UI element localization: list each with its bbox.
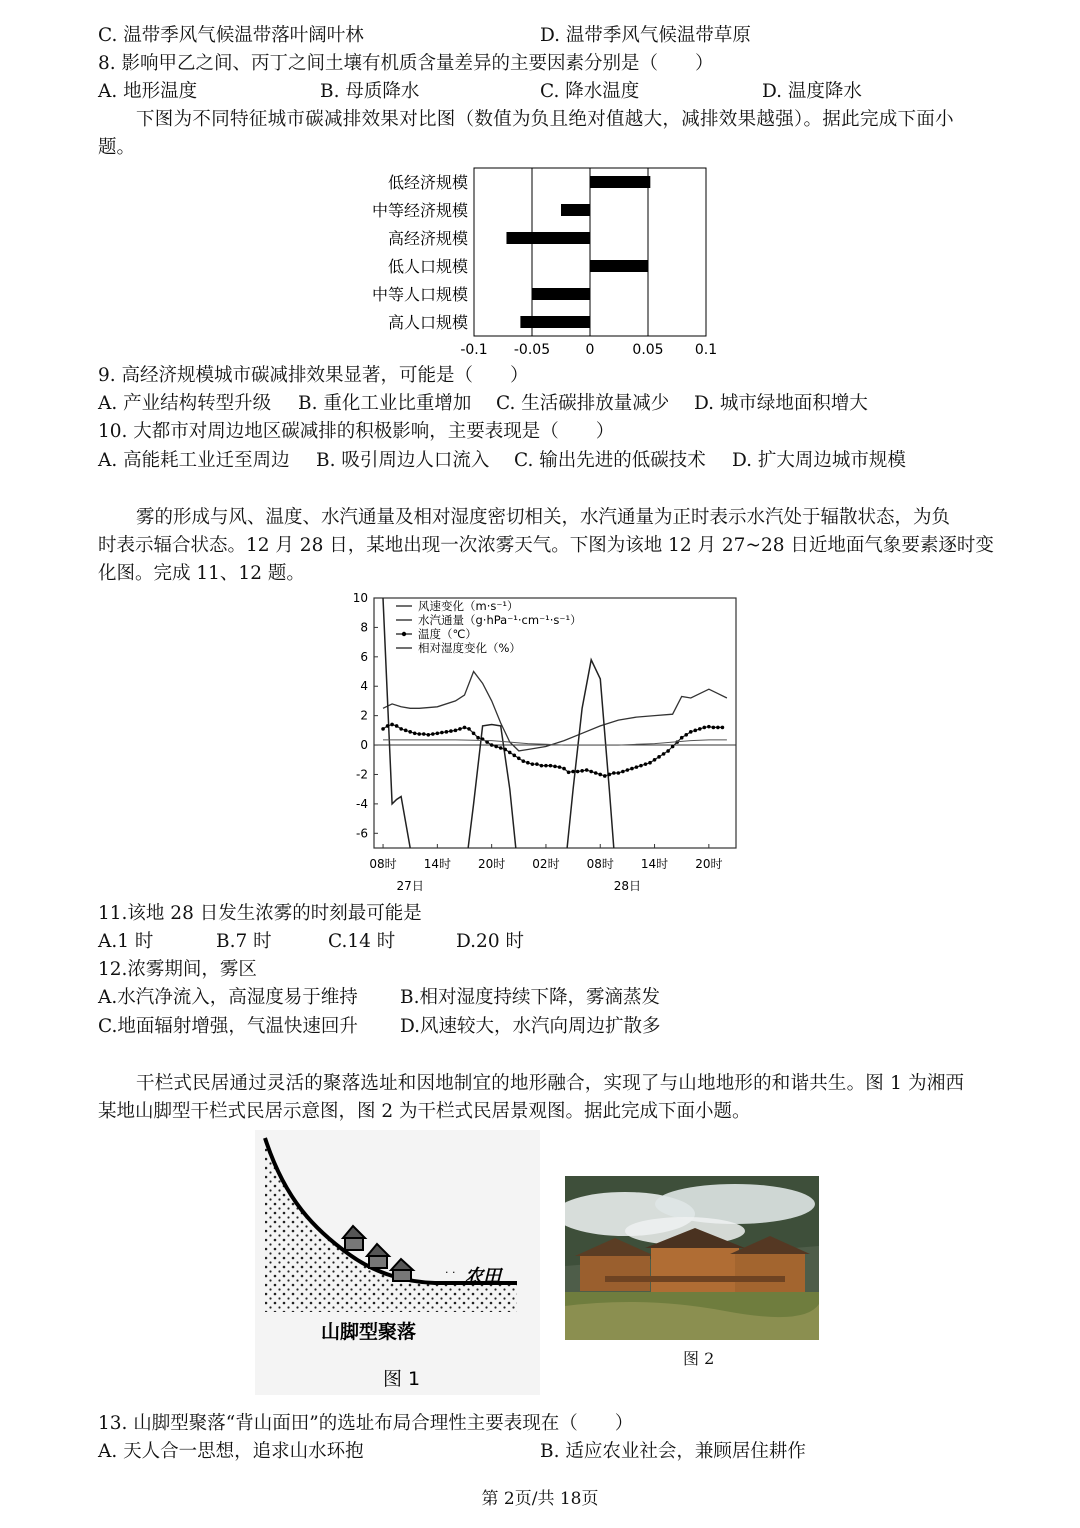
temperature-point — [531, 762, 535, 766]
q11-option-c: C.14 时 — [328, 931, 396, 952]
temperature-point — [712, 726, 716, 730]
q8-option-a: A. 地形温度 — [98, 81, 198, 102]
q7-option-c: C. 温带季风气候温带落叶阔叶林 — [98, 25, 364, 46]
temperature-point — [476, 736, 480, 740]
bar — [520, 316, 590, 328]
y-tick-label: -6 — [356, 826, 368, 841]
temperature-point — [558, 765, 562, 769]
temperature-point — [698, 727, 702, 731]
intro-fog-line2: 时表示辐合状态。12 月 28 日，某地出现一次浓雾天气。下图为该地 12 月 27~28 日近地面气象要素逐时变 — [98, 535, 994, 556]
x-tick-label: 14时 — [640, 857, 669, 871]
y-tick-label: 0 — [360, 738, 368, 753]
temperature-point — [512, 754, 516, 758]
q8-option-d: D. 温度降水 — [762, 81, 862, 102]
q12-option-b: B.相对湿度持续下降，雾滴蒸发 — [400, 987, 660, 1008]
intro-carbon-line1: 下图为不同特征城市碳减排效果对比图（数值为负且绝对值越大，减排效果越强）。据此完成下面小 — [136, 109, 954, 130]
x-tick-label: 08时 — [369, 857, 397, 871]
q7-option-d: D. 温带季风气候温带草原 — [540, 25, 751, 46]
legend-marker — [402, 632, 406, 636]
q12-option-d: D.风速较大，水汽向周边扩散多 — [400, 1016, 661, 1037]
temperature-point — [399, 727, 403, 731]
category-label: 高人口规模 — [387, 313, 468, 332]
temperature-point — [666, 749, 670, 753]
intro-house-line1: 干栏式民居通过灵活的聚落选址和因地制宜的地形融合，实现了与山地地形的和谐共生。图 1 为湘西 — [136, 1073, 965, 1094]
temperature-point — [580, 769, 584, 773]
temperature-point — [454, 729, 458, 733]
y-tick-label: 8 — [360, 620, 368, 635]
x-tick-label: 0.1 — [694, 342, 718, 358]
legend-label: 相对湿度变化（%） — [418, 641, 521, 655]
temperature-point — [612, 771, 616, 775]
category-label: 中等人口规模 — [371, 285, 468, 304]
temperature-point — [540, 764, 544, 768]
carbon-reduction-bar-chart — [350, 160, 740, 360]
category-label: 低人口规模 — [387, 257, 468, 276]
legend-label: 温度（℃） — [418, 627, 477, 641]
intro-house-line2: 某地山脚型干栏式民居示意图，图 2 为干栏式民居景观图。据此完成下面小题。 — [98, 1101, 751, 1122]
bar — [590, 260, 648, 272]
temperature-point — [594, 771, 598, 775]
x-tick-label: 08时 — [586, 857, 614, 871]
category-label: 高经济规模 — [387, 229, 468, 248]
temperature-point — [653, 758, 657, 762]
y-tick-label: -2 — [356, 767, 368, 782]
temperature-point — [576, 770, 580, 774]
q8-option-c: C. 降水温度 — [540, 81, 640, 102]
temperature-point — [680, 736, 684, 740]
q9-option-b: B. 重化工业比重增加 — [298, 393, 472, 414]
day-label: 28日 — [613, 879, 642, 893]
temperature-point — [644, 762, 648, 766]
legend-label: 水汽通量（g·hPa⁻¹·cm⁻¹·s⁻¹） — [418, 613, 582, 627]
series-line — [383, 725, 722, 776]
temperature-point — [621, 770, 625, 774]
temperature-point — [598, 773, 602, 777]
field-dots: · · — [445, 1266, 456, 1279]
temperature-point — [458, 727, 462, 731]
weather-elements-line-chart — [340, 588, 750, 900]
q10-stem: 10. 大都市对周边地区碳减排的积极影响，主要表现是（ ） — [98, 421, 615, 442]
temperature-point — [589, 770, 593, 774]
temperature-point — [703, 726, 707, 730]
temperature-point — [508, 751, 512, 755]
q11-option-a: A.1 时 — [98, 931, 154, 952]
q10-option-d: D. 扩大周边城市规模 — [732, 450, 906, 471]
temperature-point — [494, 745, 498, 749]
x-tick-label: 02时 — [532, 857, 560, 871]
temperature-point — [544, 764, 548, 768]
temperature-point — [689, 730, 693, 734]
temperature-point — [571, 770, 575, 774]
temperature-point — [490, 743, 494, 747]
q12-stem: 12.浓雾期间，雾区 — [98, 959, 257, 980]
q9-option-a: A. 产业结构转型升级 — [98, 393, 272, 414]
temperature-point — [617, 771, 621, 775]
bar — [590, 176, 650, 188]
q11-stem: 11.该地 28 日发生浓雾的时刻最可能是 — [98, 903, 422, 924]
figure-2-caption: 图 2 — [683, 1349, 715, 1368]
x-tick-label: 20时 — [695, 857, 723, 871]
temperature-point — [522, 759, 526, 763]
temperature-point — [440, 731, 444, 735]
intro-fog-line3: 化图。完成 11、12 题。 — [98, 563, 305, 584]
temperature-point — [657, 755, 661, 759]
temperature-point — [467, 727, 471, 731]
settlement-label: 山脚型聚落 — [321, 1321, 417, 1343]
temperature-point — [517, 756, 521, 760]
temperature-point — [535, 762, 539, 766]
q12-option-c: C.地面辐射增强，气温快速回升 — [98, 1016, 358, 1037]
temperature-point — [436, 731, 440, 735]
temperature-point — [499, 746, 503, 750]
q13-option-b: B. 适应农业社会，兼顾居住耕作 — [540, 1441, 806, 1462]
y-tick-label: 2 — [360, 708, 368, 723]
temperature-point — [404, 729, 408, 733]
category-label: 低经济规模 — [387, 173, 468, 192]
field-label: 农田 — [465, 1266, 501, 1287]
series-line — [383, 672, 727, 751]
x-tick-label: 20时 — [478, 857, 506, 871]
x-tick-label: 0 — [585, 342, 595, 358]
temperature-point — [639, 764, 643, 768]
temperature-point — [567, 770, 571, 774]
temperature-point — [707, 725, 711, 729]
temperature-point — [608, 773, 612, 777]
figure-2-stilt-house-photo — [565, 1176, 819, 1340]
q11-option-d: D.20 时 — [456, 931, 524, 952]
q8-option-b: B. 母质降水 — [320, 81, 420, 102]
q9-stem: 9. 高经济规模城市碳减排效果显著，可能是（ ） — [98, 365, 529, 386]
figure-1-settlement-diagram — [255, 1130, 540, 1395]
temperature-point — [395, 724, 399, 728]
temperature-point — [422, 732, 426, 736]
bar — [561, 204, 590, 216]
temperature-point — [648, 761, 652, 765]
temperature-point — [526, 761, 530, 765]
y-tick-label: 6 — [360, 649, 368, 664]
temperature-point — [671, 745, 675, 749]
temperature-point — [417, 732, 421, 736]
q12-option-a: A.水汽净流入，高湿度易于维持 — [98, 987, 358, 1008]
x-tick-label: 14时 — [423, 857, 451, 871]
bar — [506, 232, 590, 244]
temperature-point — [562, 767, 566, 771]
y-tick-label: -4 — [356, 796, 368, 811]
temperature-point — [630, 767, 634, 771]
x-tick-label: -0.1 — [460, 342, 488, 358]
day-label: 27日 — [396, 879, 424, 893]
legend-label: 风速变化（m·s⁻¹） — [418, 599, 519, 613]
figure-1-caption: 图 1 — [383, 1368, 421, 1390]
bar — [532, 288, 590, 300]
temperature-point — [463, 726, 467, 730]
category-label: 中等经济规模 — [371, 201, 468, 220]
y-tick-label: 10 — [352, 591, 368, 605]
temperature-point — [585, 768, 589, 772]
temperature-point — [662, 752, 666, 756]
intro-carbon-line2: 题。 — [98, 137, 136, 158]
q10-option-a: A. 高能耗工业迁至周边 — [98, 450, 290, 471]
q11-option-b: B.7 时 — [216, 931, 272, 952]
y-tick-label: 4 — [360, 679, 368, 694]
q9-option-d: D. 城市绿地面积增大 — [694, 393, 868, 414]
temperature-point — [431, 732, 435, 736]
x-tick-label: 0.05 — [632, 342, 664, 358]
temperature-point — [445, 730, 449, 734]
temperature-point — [603, 774, 607, 778]
temperature-point — [386, 724, 390, 728]
temperature-point — [549, 764, 553, 768]
temperature-point — [408, 730, 412, 734]
temperature-point — [413, 731, 417, 735]
temperature-point — [427, 733, 431, 737]
temperature-point — [721, 726, 725, 730]
page-number: 第 2页/共 18页 — [481, 1489, 599, 1509]
q13-option-a: A. 天人合一思想，追求山水环抱 — [98, 1441, 364, 1462]
temperature-point — [390, 723, 394, 727]
temperature-point — [553, 765, 557, 769]
temperature-point — [449, 729, 453, 733]
q8-stem: 8. 影响甲乙之间、丙丁之间土壤有机质含量差异的主要因素分别是（ ） — [98, 53, 714, 74]
temperature-point — [472, 731, 476, 735]
intro-fog-line1: 雾的形成与风、温度、水汽通量及相对湿度密切相关，水汽通量为正时表示水汽处于辐散状态，为负 — [136, 507, 951, 528]
temperature-point — [381, 727, 385, 731]
temperature-point — [716, 726, 720, 730]
q10-option-c: C. 输出先进的低碳技术 — [514, 450, 706, 471]
x-tick-label: -0.05 — [513, 342, 551, 358]
temperature-point — [635, 765, 639, 769]
temperature-point — [626, 768, 630, 772]
q13-stem: 13. 山脚型聚落“背山面田”的选址布局合理性主要表现在（ ） — [98, 1413, 634, 1434]
temperature-point — [693, 729, 697, 733]
q10-option-b: B. 吸引周边人口流入 — [316, 450, 490, 471]
temperature-point — [503, 748, 507, 752]
temperature-point — [684, 733, 688, 737]
q9-option-c: C. 生活碳排放量减少 — [496, 393, 670, 414]
